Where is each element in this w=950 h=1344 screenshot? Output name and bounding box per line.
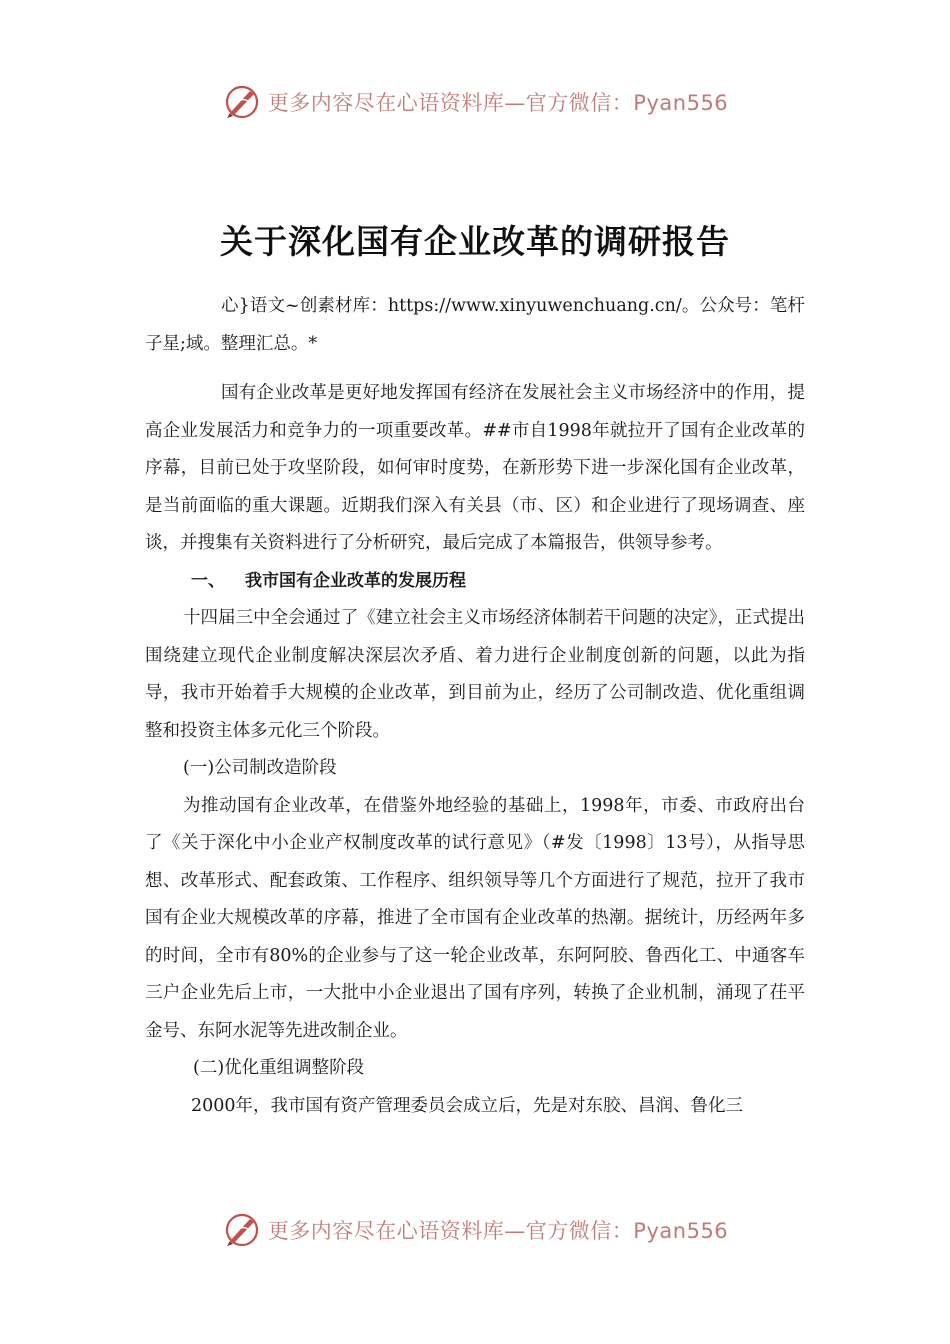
subsection-paragraph-1: 为推动国有企业改革，在借鉴外地经验的基础上，1998年，市委、市政府出台了《关于深化中小企业产权制度改革的试行意见》（#发〔1998〕13号），从指导思想、改革形式、配套政策、工作程序、组织领导等几个方面进行了规范，拉开了我市国有企业大规模改革的序幕，推进了全市国有企业改革的热潮。据统计，历经两年多的时间，全市有80%的企业参与了这一轮企业改革，东阿阿胶、鲁西化工、中通客车三户企业先后上市，一大批中小企业退出了国有序列，转换了企业机制，涌现了茌平金号、东阿水泥等先进改制企业。: [145, 795, 805, 1041]
pen-logo-icon: [222, 82, 262, 122]
watermark-banner-bottom: [0, 1208, 950, 1252]
source-note: 心}语文~创素材库：https://www.xinyuwenchuang.cn/。公众号：笔杆子星;域。整理汇总。*: [145, 296, 805, 354]
intro-paragraph: 国有企业改革是更好地发挥国有经济在发展社会主义市场经济中的作用，提高企业发展活力和竞争力的一项重要改革。##市自1998年就拉开了国有企业改革的序幕，目前已处于攻坚阶段，如何审时度势，在新形势下进一步深化国有企业改革，是当前面临的重大课题。近期我们深入有关县（市、区）和企业进行了现场调查、座谈，并搜集有关资料进行了分析研究，最后完成了本篇报告，供领导参考。: [145, 383, 805, 553]
section-number: 一、: [191, 570, 225, 591]
pen-logo-icon: [222, 1210, 262, 1250]
document-title: 关于深化国有企业改革的调研报告: [220, 222, 730, 261]
watermark-text: 更多内容尽在心语资料库—官方微信：Pyan556: [267, 1219, 729, 1243]
watermark-text: 更多内容尽在心语资料库—官方微信：Pyan556: [267, 91, 729, 115]
subsection-heading-1: (一)公司制改造阶段: [183, 758, 337, 778]
subsection-heading-2: (二)优化重组调整阶段: [193, 1058, 365, 1078]
watermark-banner-top: [0, 80, 950, 124]
section-heading: [145, 563, 805, 601]
document-body: [145, 288, 805, 1125]
subsection-paragraph-2: 2000年，我市国有资产管理委员会成立后，先是对东胶、昌润、鲁化三: [191, 1095, 744, 1116]
section-paragraph: 十四届三中全会通过了《建立社会主义市场经济体制若干问题的决定》，正式提出围绕建立现代企业制度解决深层次矛盾、着力进行企业制度创新的问题，以此为指导，我市开始着手大规模的企业改革，到目前为止，经历了公司制改造、优化重组调整和投资主体多元化三个阶段。: [145, 608, 805, 741]
section-heading-text: 我市国有企业改革的发展历程: [245, 570, 466, 591]
